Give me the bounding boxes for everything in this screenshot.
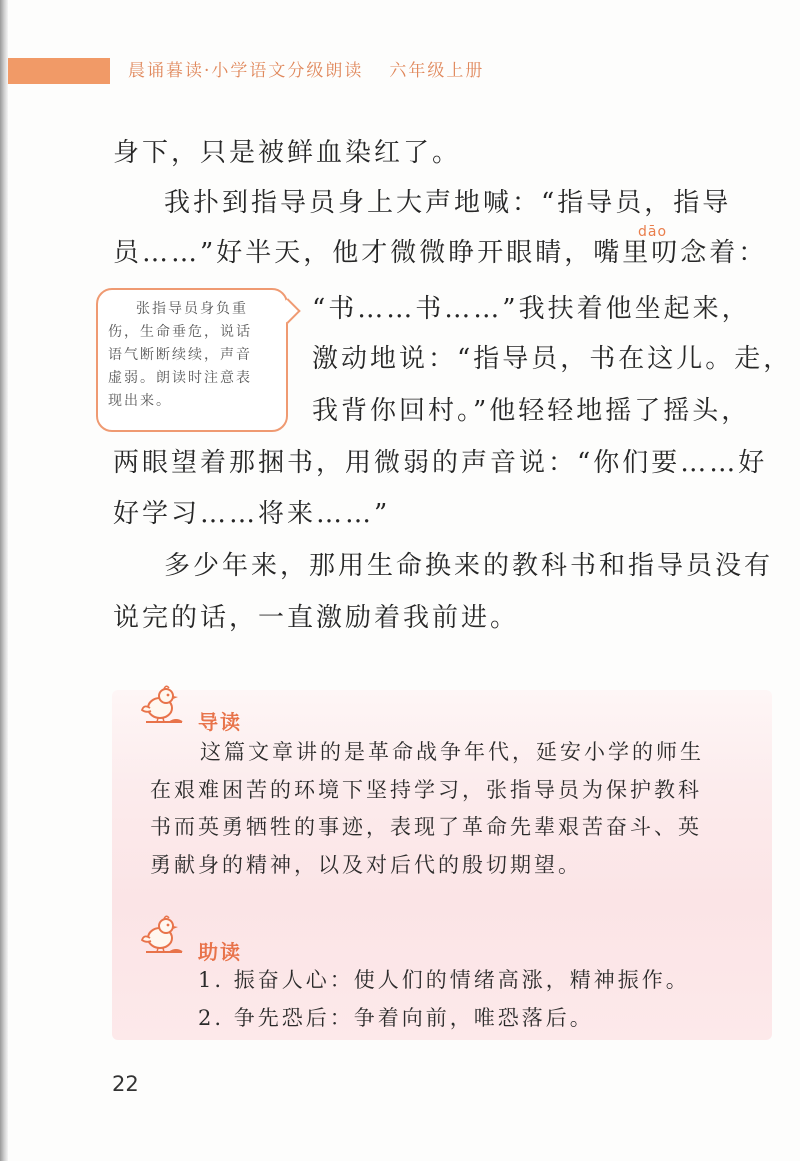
body-line: 员……”好半天，他才微微睁开眼睛，嘴里叨念着： — [113, 238, 768, 268]
body-line: 多少年来，那用生命换来的教科书和指导员没有 — [164, 551, 774, 581]
body-line: 我扑到指导员身上大声地喊：“指导员，指导 — [164, 188, 732, 218]
body-line: 说完的话，一直激励着我前进。 — [113, 603, 520, 633]
header-accent-bar — [8, 58, 110, 84]
body-line: 激动地说：“指导员，书在这儿。走， — [312, 344, 793, 374]
guide-line: 这篇文章讲的是革命战争年代，延安小学的师生 — [200, 740, 704, 764]
note-line: 虚弱。朗读时注意表 — [108, 370, 252, 386]
header-volume: 六年级上册 — [389, 61, 485, 81]
page-number: 22 — [112, 1072, 139, 1096]
side-note-callout — [96, 288, 288, 432]
note-line: 伤，生命垂危，说话 — [108, 324, 252, 340]
guide-line: 在艰难困苦的环境下坚持学习，张指导员为保护教科 — [150, 778, 702, 802]
body-line: 我背你回村。”他轻轻地摇了摇头， — [312, 396, 751, 426]
guide-title: 导读 — [198, 710, 242, 734]
bird-icon — [136, 912, 190, 962]
bird-icon — [136, 682, 190, 732]
header-series: 晨诵暮读·小学语文分级朗读 — [128, 61, 364, 81]
body-line: 两眼望着那捆书，用微弱的声音说：“你们要……好 — [113, 448, 768, 478]
note-line: 语气断断续续，声音 — [108, 347, 252, 363]
help-title: 助读 — [198, 940, 242, 964]
help-item: 2. 争先恐后：争着向前，唯恐落后。 — [198, 1006, 594, 1030]
book-spine — [0, 0, 8, 1161]
pinyin-annotation: dāo — [638, 224, 668, 240]
body-line: 身下，只是被鲜血染红了。 — [113, 138, 462, 168]
help-item: 1. 振奋人心：使人们的情绪高涨，精神振作。 — [198, 968, 690, 992]
body-line: “书……书……”我扶着他坐起来， — [312, 294, 751, 324]
guide-line: 书而英勇牺牲的事迹，表现了革命先辈艰苦奋斗、英 — [150, 815, 702, 839]
guide-line: 勇献身的精神，以及对后代的殷切期望。 — [150, 853, 582, 877]
note-line: 现出来。 — [108, 393, 172, 409]
running-header — [128, 58, 484, 84]
note-line: 张指导员身负重 — [136, 301, 248, 317]
body-line: 好学习……将来……” — [113, 499, 391, 529]
